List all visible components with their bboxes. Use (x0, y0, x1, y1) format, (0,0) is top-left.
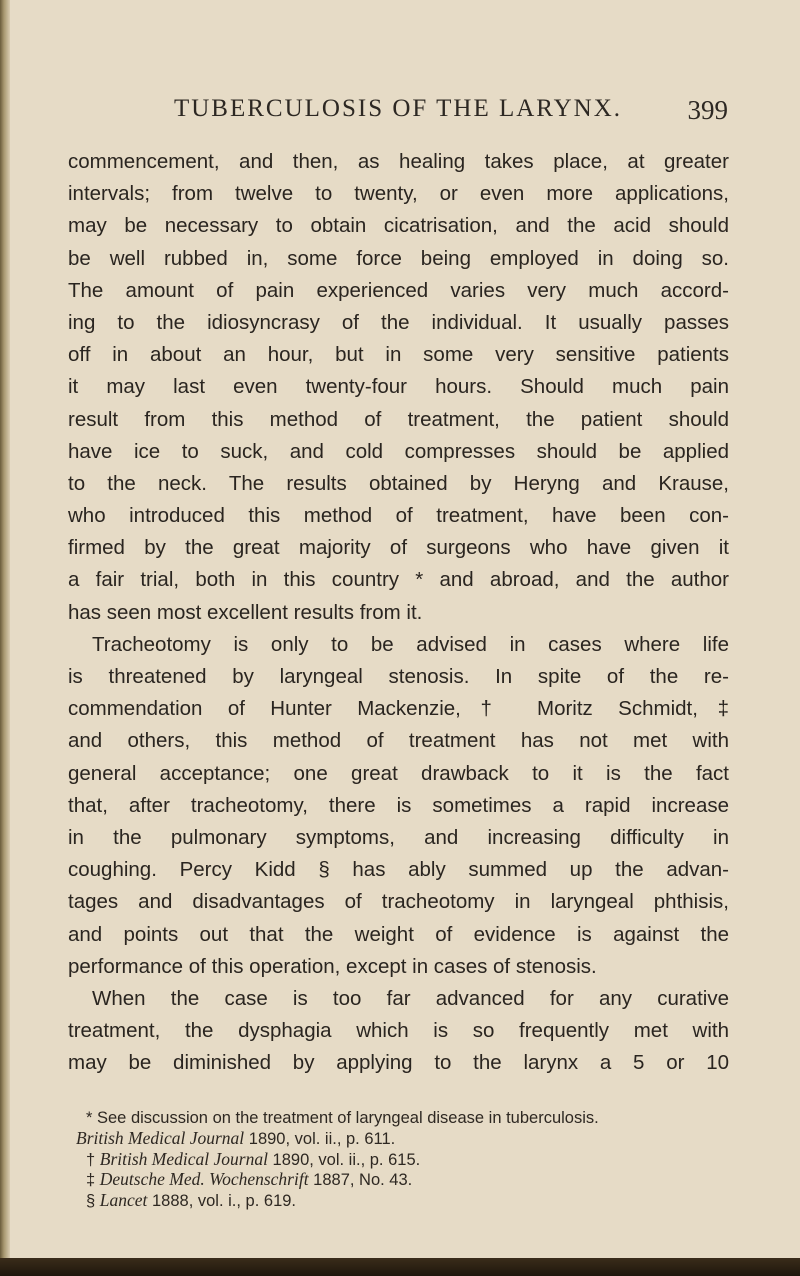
citation: 1888, vol. i., p. 619. (147, 1191, 297, 1210)
citation: 1890, vol. ii., p. 611. (244, 1130, 396, 1149)
text-line: performance of this operation, except in cases of stenosis. (68, 954, 597, 978)
page-header (68, 95, 728, 131)
text-line: commencement, and then, as healing takes place, at greater (68, 150, 729, 173)
text-line: that, after tracheotomy, there is sometimes a rapid increase (68, 793, 729, 817)
body-text (68, 146, 729, 1079)
citation: 1890, vol. ii., p. 615. (267, 1150, 421, 1169)
footnote-mark: § (86, 1191, 100, 1210)
text-line: The amount of pain experienced varies very much accord- (68, 278, 729, 302)
text-line: When the case is too far advanced for any curative (92, 986, 729, 1010)
footnote-text: * See discussion on the treatment of laryngeal disease in tuberculosis. (86, 1109, 599, 1127)
journal-title: British Medical Journal (99, 1148, 268, 1169)
text-line: tages and disadvantages of tracheotomy in laryngeal phthisis, (68, 890, 729, 914)
text-line: general acceptance; one great drawback to it is the fact (68, 761, 729, 785)
text-line: a fair trial, both in this country * and abroad, and the author (68, 568, 729, 592)
page-binding-edge (0, 0, 10, 1276)
text-line: off in about an hour, but in some very sensitive patients (68, 343, 729, 367)
running-title: TUBERCULOSIS OF THE LARYNX. (173, 95, 623, 122)
text-line: ing to the idiosyncrasy of the individual. It usually passes (68, 310, 729, 334)
footnote-3 (76, 1169, 736, 1189)
text-line: commendation of Hunter Mackenzie,† Moritz Schmidt,‡ (68, 697, 729, 721)
text-line: result from this method of treatment, the patient should (68, 407, 729, 431)
journal-title: Deutsche Med. Wochenschrift (99, 1169, 309, 1190)
text-line: in the pulmonary symptoms, and increasing difficulty in (68, 825, 729, 849)
footnote-1-continued (76, 1128, 736, 1148)
footnote-mark: ‡ (86, 1171, 100, 1190)
text-line: have ice to suck, and cold compresses should be applied (68, 439, 729, 463)
footnote-mark: † (86, 1150, 100, 1169)
text-line: may be diminished by applying to the larynx a 5 or 10 (68, 1051, 729, 1075)
text-line: treatment, the dysphagia which is so frequently met with (68, 1019, 729, 1043)
journal-title: British Medical Journal (76, 1128, 245, 1149)
text-line: intervals; from twelve to twenty, or even more applications, (68, 182, 729, 206)
text-line: and points out that the weight of evidence is against the (68, 922, 729, 946)
text-line: be well rubbed in, some force being employed in doing so. (68, 246, 729, 270)
footnote-2 (76, 1149, 736, 1169)
footnote-4 (76, 1190, 736, 1210)
scan-bottom-edge (0, 1258, 800, 1276)
text-line: is threatened by laryngeal stenosis. In spite of the re- (68, 665, 729, 688)
text-line: has seen most excellent results from it. (68, 600, 423, 624)
footnotes (76, 1108, 736, 1210)
footnote-1 (76, 1108, 736, 1128)
text-line: to the neck. The results obtained by Heryng and Krause, (68, 471, 729, 495)
page-number: 399 (687, 95, 728, 125)
text-line: it may last even twenty-four hours. Should much pain (68, 375, 729, 399)
text-line: who introduced this method of treatment, have been con- (68, 504, 729, 528)
text-line: may be necessary to obtain cicatrisation, and the acid should (68, 214, 729, 238)
text-line: Tracheotomy is only to be advised in cases where life (92, 632, 729, 656)
journal-title: Lancet (99, 1189, 148, 1210)
citation: 1887, No. 43. (308, 1171, 413, 1190)
text-line: coughing. Percy Kidd § has ably summed up the advan- (68, 858, 729, 882)
text-line: firmed by the great majority of surgeons who have given it (68, 536, 729, 560)
text-line: and others, this method of treatment has not met with (68, 729, 729, 753)
